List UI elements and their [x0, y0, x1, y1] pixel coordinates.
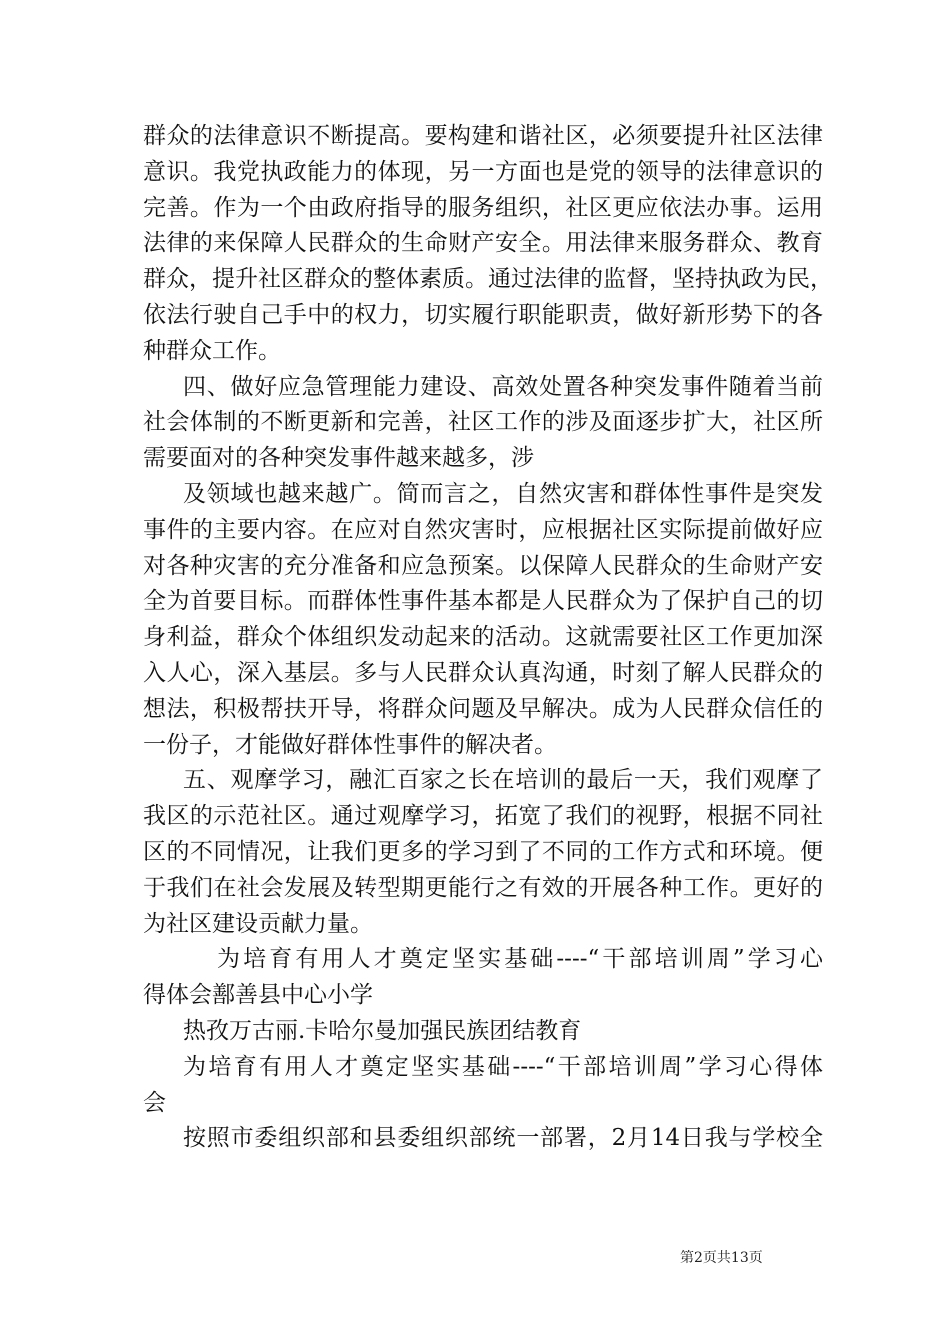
article-title: 得体会鄯善县中心小学	[143, 982, 373, 1009]
text-line: 入人心，深入基层。多与人民群众认真沟通，时刻了解人民群众的	[143, 659, 823, 686]
text-line: 完善。作为一个由政府指导的服务组织，社区更应依法办事。运用	[143, 194, 823, 221]
section-heading-4: 四、做好应急管理能力建设、高效处置各种突发事件随着当前	[183, 373, 823, 400]
text-line: 需要面对的各种突发事件越来越多，涉	[143, 445, 534, 472]
text-line: 我区的示范社区。通过观摩学习，拓宽了我们的视野，根据不同社	[143, 803, 823, 830]
text-line: 事件的主要内容。在应对自然灾害时，应根据社区实际提前做好应	[143, 516, 823, 543]
text-line: 想法，积极帮扶开导，将群众问题及早解决。成为人民群众信任的	[143, 695, 823, 722]
text-line: 于我们在社会发展及转型期更能行之有效的开展各种工作。更好的	[143, 874, 823, 901]
section-heading-5: 五、观摩学习，融汇百家之长在培训的最后一天，我们观摩了	[183, 767, 823, 794]
text-line: 对各种灾害的充分准备和应急预案。以保障人民群众的生命财产安	[143, 552, 823, 579]
text-line: 全为首要目标。而群体性事件基本都是人民群众为了保护自己的切	[143, 588, 823, 615]
subtitle-line: 为培育有用人才奠定坚实基础----“干部培训周”学习心得体	[183, 1053, 823, 1080]
author-line: 热孜万古丽.卡哈尔曼加强民族团结教育	[183, 1017, 582, 1044]
text-line: 意识。我党执政能力的体现，另一方面也是党的领导的法律意识的	[143, 158, 823, 185]
text-line: 社会体制的不断更新和完善，社区工作的涉及面逐步扩大，社区所	[143, 409, 823, 436]
page-number: 第2页共13页	[680, 1250, 763, 1266]
text-line: 按照市委组织部和县委组织部统一部署，2月14日我与学校全	[183, 1125, 823, 1152]
text-line: 群众的法律意识不断提高。要构建和谐社区，必须要提升社区法律	[143, 123, 823, 149]
text-line: 种群众工作。	[143, 337, 281, 364]
text-line: 依法行驶自己手中的权力，切实履行职能职责，做好新形势下的各	[143, 301, 823, 328]
text-line: 群众，提升社区群众的整体素质。通过法律的监督，坚持执政为民，	[143, 266, 833, 293]
article-title: 为培育有用人才奠定坚实基础----“干部培训周”学习心	[217, 946, 823, 973]
text-line: 及领域也越来越广。简而言之，自然灾害和群体性事件是突发	[183, 480, 823, 507]
text-line: 法律的来保障人民群众的生命财产安全。用法律来服务群众、教育	[143, 230, 823, 257]
text-line: 为社区建设贡献力量。	[143, 910, 373, 937]
text-line: 一份子，才能做好群体性事件的解决者。	[143, 731, 557, 758]
text-line: 区的不同情况，让我们更多的学习到了不同的工作方式和环境。便	[143, 838, 823, 865]
document-body	[143, 119, 833, 1157]
text-line: 身利益，群众个体组织发动起来的活动。这就需要社区工作更加深	[143, 624, 823, 651]
subtitle-line: 会	[143, 1089, 166, 1116]
